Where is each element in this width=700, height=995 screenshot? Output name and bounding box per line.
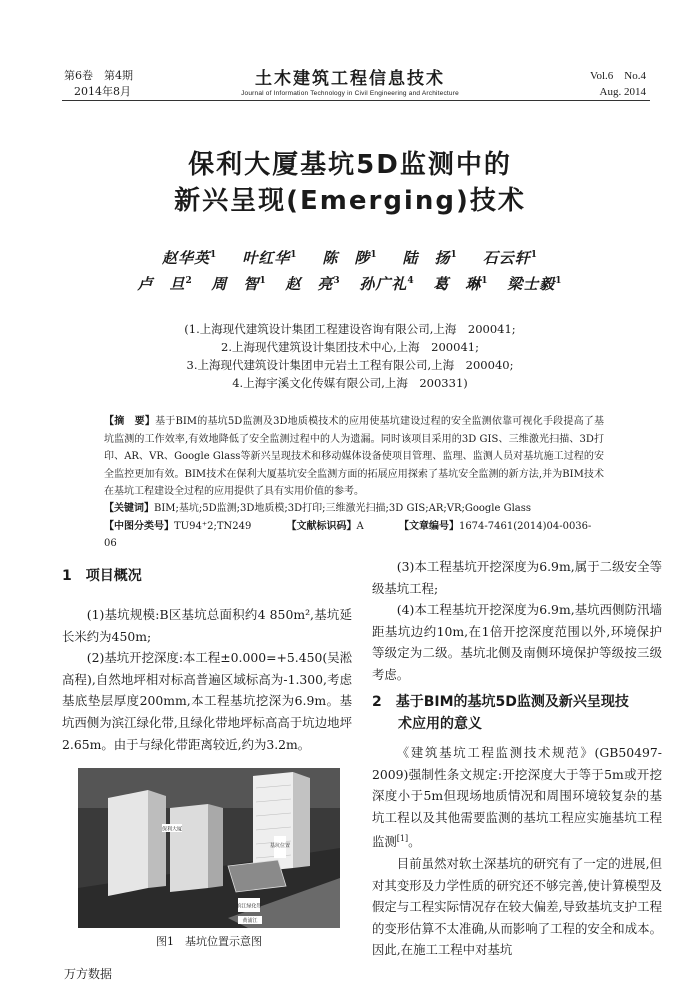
issue-info (64, 68, 133, 100)
paragraph: (4)本工程基坑开挖深度为6.9m,基坑西侧防汛墙距基坑边约10m,在1倍开挖深度范围以外,环境保护等级定为二级。基坑北侧及南侧环境保护等级按三级考虑。 (372, 602, 662, 682)
clc-number: 【中图分类号】TU94⁺2;TN249 (104, 521, 252, 532)
figure-label-building: 保利大厦 (161, 826, 183, 833)
keywords-text: BIM;基坑;5D监测;3D地质模;3D打印;三维激光扫描;3D GIS;AR;VR;Google Glass (154, 503, 531, 514)
footer-brand: 万方数据 (64, 967, 113, 981)
section-heading-2-line2: 术应用的意义 (398, 715, 482, 732)
issue-volume: 第6卷 第4期 (64, 69, 133, 82)
paragraph: (1)基坑规模:B区基坑总面积约4 850m²,基坑延长米约为450m; (62, 607, 352, 644)
affiliation-2: 2.上海现代建筑设计集团技术中心,上海 200041; (221, 340, 479, 354)
paper-title-line1: 保利大厦基坑5D监测中的 (188, 150, 512, 180)
author: 葛 琳$^1$ (433, 275, 489, 293)
author: 叶红华$^1$ (242, 249, 298, 267)
issue-date-en: Aug. 2014 (599, 86, 646, 98)
affiliation-1: (1.上海现代建筑设计集团工程建设咨询有限公司,上海 200041; (184, 322, 516, 336)
right-column-body (372, 742, 662, 961)
abstract-label: 【摘 要】 (104, 416, 156, 427)
author: 孙广礼$^4$ (359, 275, 415, 293)
paragraph: 目前虽然对软土深基坑的研究有了一定的进展,但对其变形及力学性质的研究还不够完善,使计算模型及假定与工程实际情况存在较大偏差,导致基坑支护工程的变形估算不太准确,从而影响了工程的安全和成本。因此,在施工工程中对基坑 (372, 856, 662, 958)
journal-name-en: Journal of Information Technology in Civil Engineering and Architecture (241, 90, 459, 97)
section-heading-1: 1 项目概况 (62, 568, 142, 584)
site-illustration (78, 768, 340, 928)
author: 赵 亮$^3$ (285, 275, 341, 293)
figure-caption: 图1 基坑位置示意图 (156, 935, 262, 948)
keywords (104, 500, 614, 517)
author: 赵华英$^1$ (162, 249, 218, 267)
abstract (104, 413, 604, 501)
paragraph: (3)本工程基坑开挖深度为6.9m,属于二级安全等级基坑工程; (372, 559, 662, 596)
abstract-text: 基于BIM的基坑5D监测及3D地质模技术的应用使基坑建设过程的安全监测依靠可视化手段提高了基坑监测的工作效率,有效地降低了安全监测过程中的人为遗漏。同时该项目采用的3D GIS、三维激光扫描、3D打印、AR、VR、Google Glass等新兴呈现技术和移动媒体设备使项目管理、监理、监测人员对基坑施工过程的安全监控更加有效。BIM技术在保利大厦基坑安全监测方面的拓展应用探索了基坑安全监测的新方法,并为BIM技术在基坑工程建设全过程的应用提供了具有实用价值的参考。 (104, 416, 604, 497)
figure-label-pit: 基坑位置 (269, 843, 291, 849)
figure-label-river: 黄浦江 (242, 918, 258, 924)
left-column-body (62, 604, 352, 755)
paragraph: (2)基坑开挖深度:本工程±0.000=+5.450(吴淞高程),自然地坪相对标高普遍区域标高为-1.300,考虑基底垫层厚度200mm,本工程基坑挖深为6.9m。基坑西侧为滨江绿化带,且绿化带地坪标高高于坑边地坪2.65m。由于与绿化带距离较近,约为3.2m。 (62, 650, 352, 752)
author: 石云轩$^1$ (482, 249, 538, 267)
affiliation-3: 3.上海现代建筑设计集团申元岩土工程有限公司,上海 200040; (186, 358, 514, 372)
figure-label-green-belt: 滨江绿化带 (236, 903, 262, 910)
section-heading-2-line1: 2 基于BIM的基坑5D监测及新兴呈现技 (372, 694, 629, 710)
affiliations (90, 320, 610, 392)
document-code: 【文献标识码】A (286, 521, 364, 532)
author: 周 智$^1$ (211, 275, 267, 293)
issue-info-en (590, 68, 646, 100)
affiliation-4: 4.上海宇溪文化传媒有限公司,上海 200331) (232, 376, 468, 390)
right-column-top (372, 556, 662, 686)
site-photo (78, 768, 340, 928)
author: 陆 扬$^1$ (402, 249, 458, 267)
citation-ref: [1] (396, 834, 409, 844)
author-line-2 (60, 273, 640, 294)
author: 梁士毅$^1$ (507, 275, 563, 293)
issue-date: 2014年8月 (74, 85, 131, 98)
paragraph: 《建筑基坑工程监测技术规范》(GB50497-2009)强制性条文规定:开挖深度大于等于5m或开挖深度小于5m但现场地质情况和周围环境较复杂的基坑工程以及其他需要监测的基坑工程应实施基坑工程监测[1]。 (372, 745, 662, 850)
journal-name (180, 64, 520, 97)
author-line-1 (60, 247, 640, 268)
classification-line (104, 518, 614, 552)
issue-volume-en: Vol.6 No.4 (589, 70, 646, 82)
author: 陈 陟$^1$ (322, 249, 378, 267)
header-rule (62, 100, 650, 101)
keywords-label: 【关键词】 (104, 503, 154, 514)
journal-name-cn: 土木建筑工程信息技术 (255, 69, 445, 89)
article-number: 【文章编号】1674-7461(2014)04-0036-06 (104, 521, 592, 549)
paper-title-line2: 新兴呈现(Emerging)技术 (174, 186, 526, 216)
section-heading-2 (372, 692, 662, 735)
author: 卢 旦$^2$ (137, 275, 193, 293)
